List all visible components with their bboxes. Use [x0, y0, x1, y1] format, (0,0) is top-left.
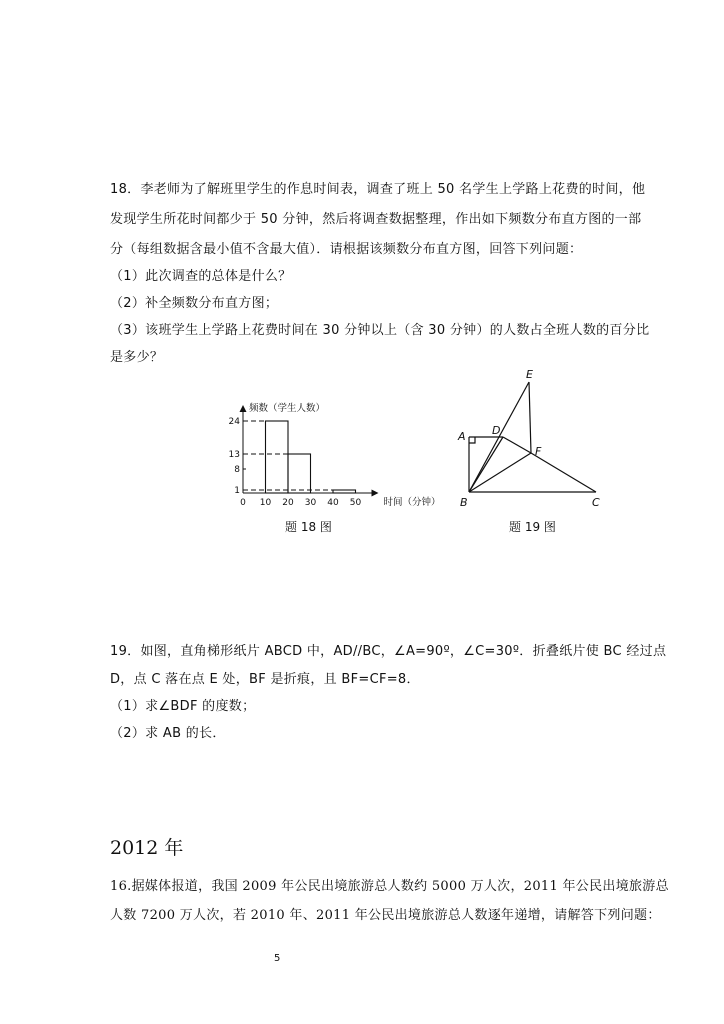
histogram-bar [288, 454, 311, 493]
page-number: 5 [274, 953, 281, 964]
y-tick-label: 24 [228, 417, 240, 427]
q19-line-2: D，点 C 落在点 E 处，BF 是折痕，且 BF=CF=8． [110, 672, 420, 687]
q16-line-2: 人数 7200 万人次，若 2010 年、2011 年公民出境旅游总人数逐年递增，请解答下列问题： [110, 908, 661, 923]
x-tick-label: 40 [327, 498, 339, 508]
label-C: C [592, 496, 600, 509]
q18-line-6: （3）该班学生上学路上花费时间在 30 分钟以上（含 30 分钟）的人数占全班人数的百分比 [110, 323, 650, 338]
histogram-bar [266, 421, 289, 493]
q18-line-4: （1）此次调查的总体是什么？ [110, 269, 292, 284]
right-angle-mark [469, 437, 475, 443]
q16-line-1: 16.据媒体报道，我国 2009 年公民出境旅游总人数约 5000 万人次，2011 年公民出境旅游总 [110, 879, 669, 894]
y-tick-label: 8 [234, 465, 240, 475]
geometry-figure-19 [450, 362, 610, 514]
x-tick-label: 50 [349, 498, 362, 508]
label-E: E [526, 368, 533, 381]
y-tick-label: 1 [234, 486, 240, 496]
segment-BD [469, 437, 503, 492]
label-B: B [460, 496, 468, 509]
segment-BF [469, 453, 531, 492]
segment-DF [503, 437, 531, 453]
label-D: D [492, 424, 501, 437]
q18-line-2: 发现学生所花时间都少于 50 分钟，然后将调查数据整理，作出如下频数分布直方图的一部 [110, 212, 642, 227]
q18-line-7: 是多少？ [110, 350, 164, 365]
figure-18-caption: 题 18 图 [285, 520, 332, 534]
x-tick-label: 30 [304, 498, 317, 508]
y-tick-label: 13 [228, 450, 240, 460]
q18-line-1: 18．李老师为了解班里学生的作息时间表，调查了班上 50 名学生上学路上花费的时间，他 [110, 182, 646, 197]
figure-19-caption: 题 19 图 [509, 520, 556, 534]
x-tick-label: 0 [240, 498, 246, 508]
section-heading-2012: 2012 年 [110, 837, 184, 859]
segment-EF [529, 382, 531, 453]
histogram-bar [333, 490, 356, 493]
q19-line-1: 19．如图，直角梯形纸片 ABCD 中，AD//BC，∠A=90º，∠C=30º．折叠纸片使 BC 经过点 [110, 644, 667, 659]
q18-line-5: （2）补全频数分布直方图； [110, 296, 279, 311]
label-A: A [458, 430, 466, 443]
q18-line-3: 分（每组数据含最小值不含最大值）．请根据该频数分布直方图，回答下列问题： [110, 242, 583, 257]
label-F: F [535, 445, 542, 458]
y-axis-label: 频数（学生人数） [249, 403, 326, 414]
q19-line-3: （1）求∠BDF 的度数； [110, 699, 256, 714]
x-tick-label: 20 [282, 498, 294, 508]
x-tick-label: 10 [259, 498, 272, 508]
segment-FC [531, 453, 596, 492]
histogram-figure-18 [225, 398, 441, 510]
q19-line-4: （2）求 AB 的长． [110, 726, 226, 741]
x-axis-label: 时间（分钟） [383, 497, 441, 508]
